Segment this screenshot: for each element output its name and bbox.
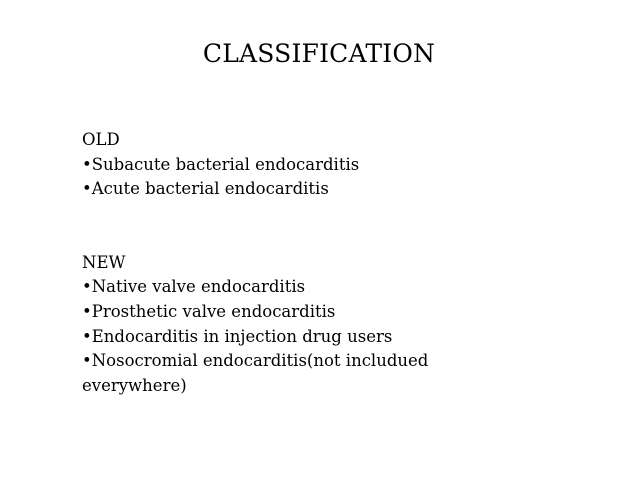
slide-body xyxy=(82,128,482,398)
old-heading: OLD xyxy=(82,130,120,149)
section-spacer xyxy=(82,202,482,251)
slide-title: CLASSIFICATION xyxy=(202,39,436,68)
new-item-native-valve: •Native valve endocarditis xyxy=(82,277,306,297)
new-item-nosocomial-continued: everywhere) xyxy=(82,375,187,395)
old-item-acute: •Acute bacterial endocarditis xyxy=(82,179,329,199)
new-item-nosocomial: •Nosocromial endocarditis(not includued xyxy=(82,351,429,371)
new-item-injection-drug-users: •Endocarditis in injection drug users xyxy=(82,326,393,346)
old-item-subacute: •Subacute bacterial endocarditis xyxy=(82,154,360,174)
new-item-prosthetic-valve: •Prosthetic valve endocarditis xyxy=(82,301,336,321)
new-heading: NEW xyxy=(82,252,126,272)
